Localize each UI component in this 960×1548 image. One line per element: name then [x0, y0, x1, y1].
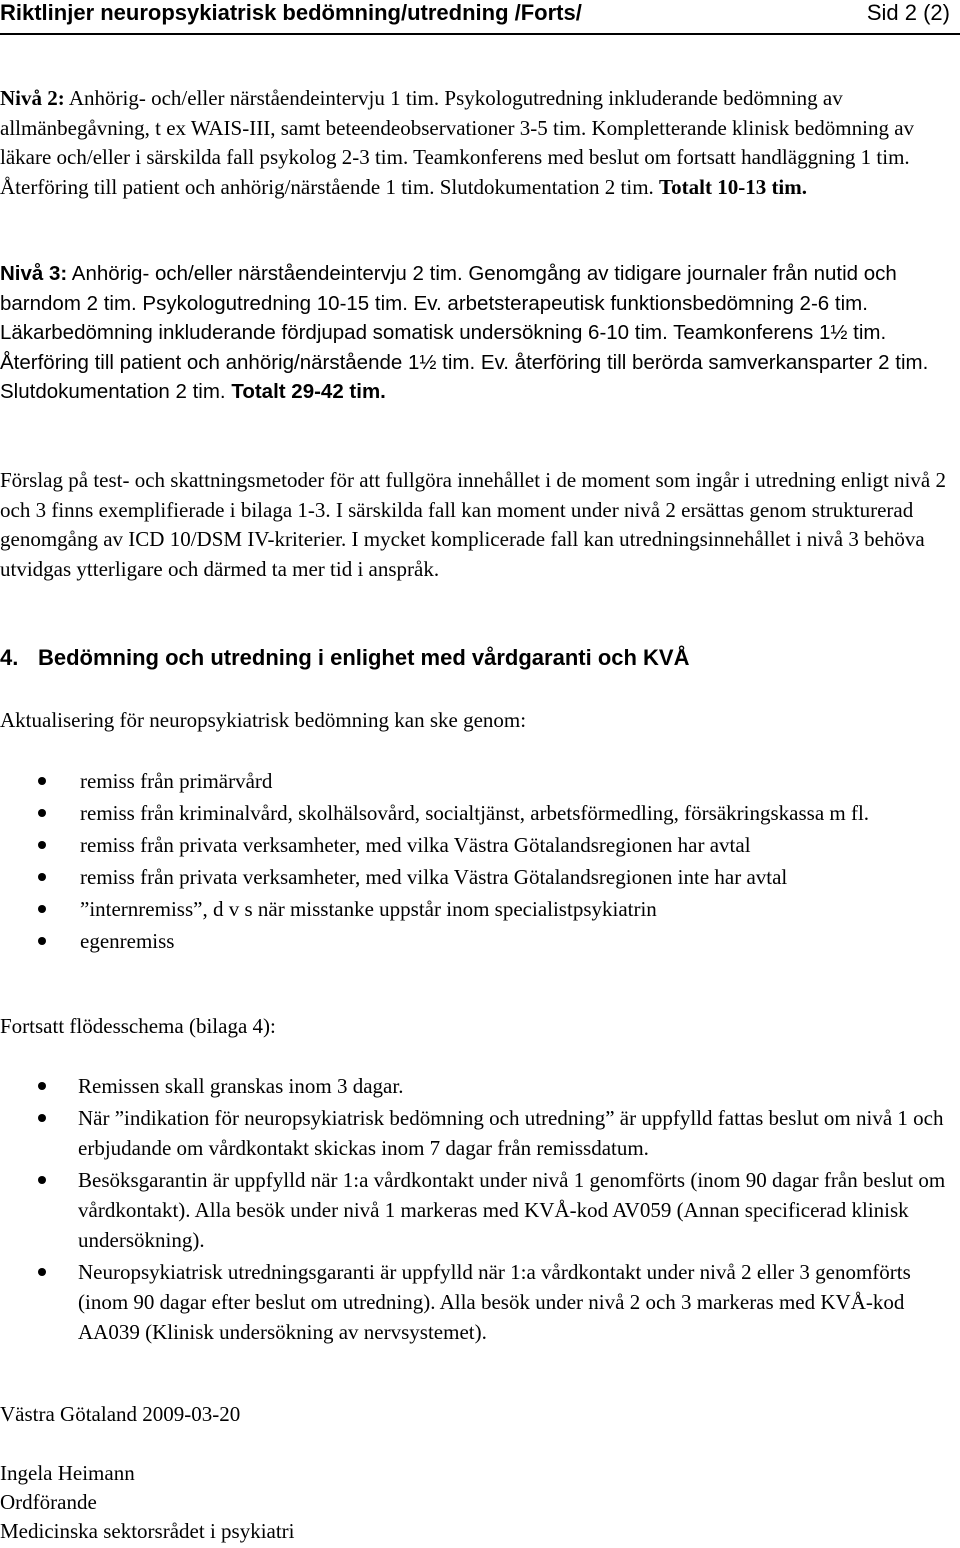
- aktualisering-list: [0, 766, 960, 956]
- proposal-paragraph: Förslag på test- och skattningsmetoder för att fullgöra innehållet i de moment som ingår i utredning enligt nivå 2 och 3 finns exemplifierade i bilaga 1-3. I särskilda fall kan moment under nivå 2 ersättas genom strukturerad genomgång av ICD 10/DSM IV-kriterier. I mycket komplicerade fall kan utredningsinnehållet i nivå 3 behöva utvidgas ytterligare och därmed ta mer tid i anspråk.: [0, 468, 946, 581]
- bullet-icon: [38, 873, 46, 881]
- document-header-title: Riktlinjer neuropsykiatrisk bedömning/utredning /Forts/: [0, 0, 582, 25]
- niva2-paragraph: [0, 84, 958, 202]
- bullet-icon: [38, 1268, 46, 1276]
- list-item: remiss från primärvård: [0, 766, 960, 796]
- signatory-name: Ingela Heimann: [0, 1461, 135, 1485]
- bullet-icon: [38, 937, 46, 945]
- bullet-icon: [38, 777, 46, 785]
- section-title: Bedömning och utredning i enlighet med vårdgaranti och KVÅ: [38, 645, 690, 670]
- aktualisering-intro: Aktualisering för neuropsykiatrisk bedömning kan ske genom:: [0, 708, 527, 732]
- signatory-organization: Medicinska sektorsrådet i psykiatri: [0, 1519, 295, 1543]
- niva2-label: Nivå 2:: [0, 86, 65, 110]
- place-date: Västra Götaland 2009-03-20: [0, 1402, 241, 1426]
- page-number: Sid 2 (2): [866, 0, 950, 25]
- list-item: Remissen skall granskas inom 3 dagar.: [0, 1071, 958, 1101]
- bullet-icon: [38, 841, 46, 849]
- flode-intro: Fortsatt flödesschema (bilaga 4):: [0, 1014, 276, 1038]
- niva3-total: Totalt 29-42 tim.: [231, 380, 386, 403]
- list-item: När ”indikation för neuropsykiatrisk bedömning och utredning” är uppfylld fattas beslut om nivå 1 och erbjudande om vårdkontakt skickas inom 7 dagar från remissdatum.: [0, 1103, 958, 1163]
- niva3-paragraph: [0, 259, 958, 407]
- niva2-text: Anhörig- och/eller närståendeintervju 1 tim. Psykologutredning inkluderande bedömning av allmänbegåvning, t ex WAIS-III, samt beteendeobservationer 3-5 tim. Kompletterande klinisk bedömning av läkare och/eller i särskilda fall psykolog 2-3 tim. Teamkonferens med beslut om fortsatt handläggning 1 tim. Återföring till patient och anhörig/närstående 1 tim. Slutdokumentation 2 tim.: [0, 86, 915, 199]
- signatory-role: Ordförande: [0, 1490, 97, 1514]
- list-item: ”internremiss”, d v s när misstanke uppstår inom specialistpsykiatrin: [0, 894, 960, 924]
- list-item: remiss från privata verksamheter, med vilka Västra Götalandsregionen har avtal: [0, 830, 960, 860]
- niva2-total: Totalt 10-13 tim.: [659, 174, 808, 199]
- bullet-icon: [38, 905, 46, 913]
- list-item: remiss från privata verksamheter, med vilka Västra Götalandsregionen inte har avtal: [0, 862, 960, 892]
- bullet-icon: [38, 1176, 46, 1184]
- niva3-label: Nivå 3:: [0, 262, 68, 285]
- list-item: remiss från kriminalvård, skolhälsovård, socialtjänst, arbetsförmedling, försäkringskassa m fl.: [0, 798, 960, 828]
- section-heading: [0, 644, 690, 672]
- header-divider: [0, 33, 960, 35]
- flode-list: [0, 1071, 958, 1347]
- niva3-text: Anhörig- och/eller närståendeintervju 2 tim. Genomgång av tidigare journaler från nutid och barndom 2 tim. Psykologutredning 10-15 tim. Ev. arbetsterapeutisk funktionsbedömning 2-6 tim. Läkarbedömning inkluderande fördjupad somatisk undersökning 6-10 tim. Teamkonferens 1½ tim. Återföring till patient och anhörig/närstående 1½ tim. Ev. återföring till berörda samverkansparter 2 tim. Slutdokumentation 2 tim.: [0, 262, 929, 403]
- list-item: Neuropsykiatrisk utredningsgaranti är uppfylld när 1:a vårdkontakt under nivå 2 eller 3 genomförts (inom 90 dagar efter beslut om utredning). Alla besök under nivå 2 och 3 markeras med KVÅ-kod AA039 (Klinisk undersökning av nervsystemet).: [0, 1257, 958, 1347]
- list-item: Besöksgarantin är uppfylld när 1:a vårdkontakt under nivå 1 genomförts (inom 90 dagar från beslut om vårdkontakt). Alla besök under nivå 1 markeras med KVÅ-kod AV059 (Annan specificerad klinisk undersökning).: [0, 1165, 958, 1255]
- bullet-icon: [38, 1082, 46, 1090]
- section-number: 4.: [0, 645, 19, 670]
- list-item: egenremiss: [0, 926, 960, 956]
- bullet-icon: [38, 809, 46, 817]
- bullet-icon: [38, 1114, 46, 1122]
